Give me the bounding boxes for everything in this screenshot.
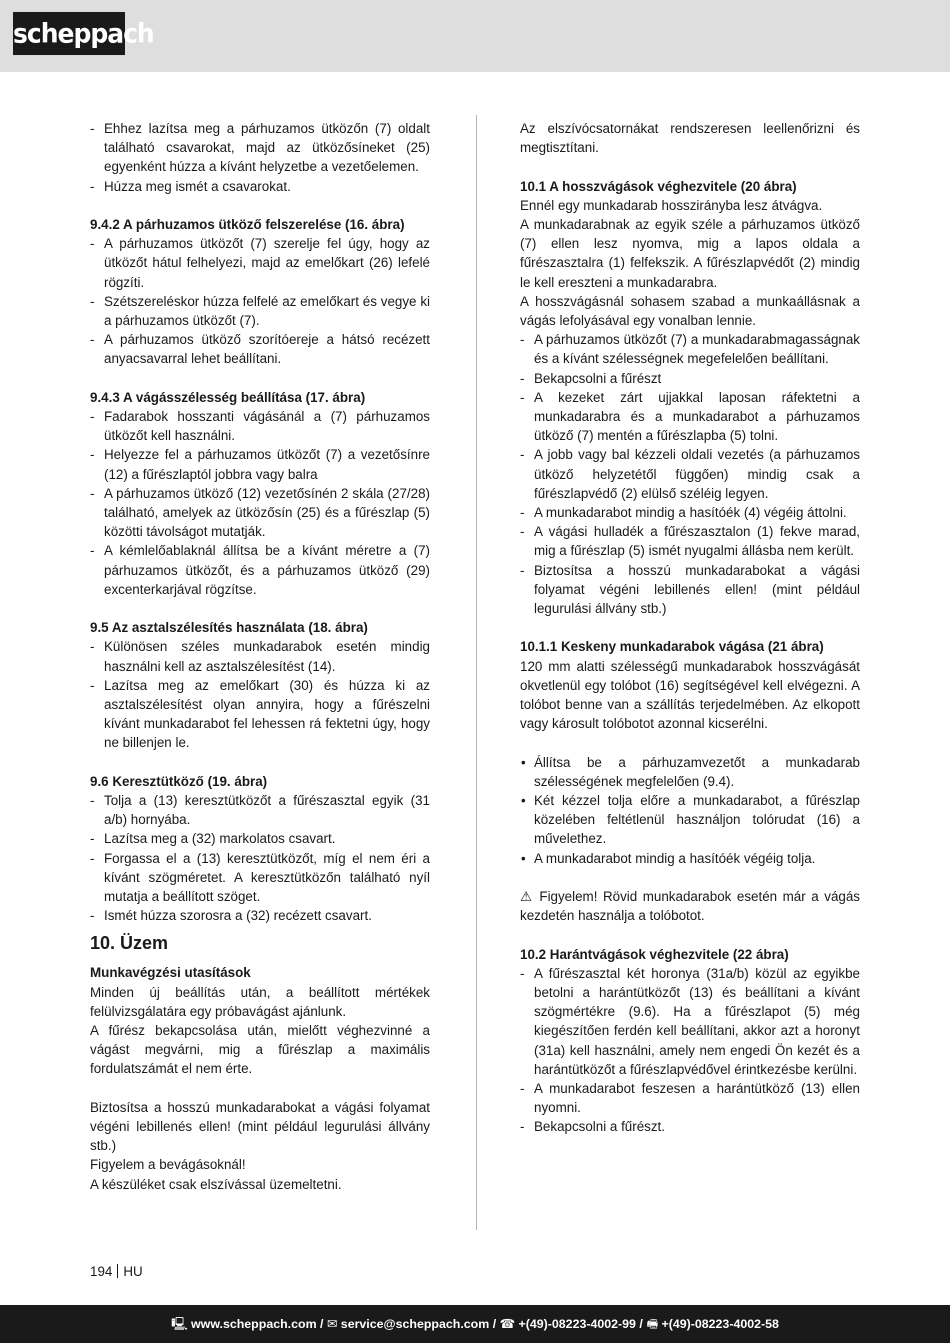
dash-list bbox=[90, 407, 430, 599]
list-item: - Ismét húzza szorosra a (32) recézett csavart. bbox=[90, 906, 430, 925]
list-item: • A munkadarabot mindig a hasítóék végéig tolja. bbox=[520, 849, 860, 868]
dash-list bbox=[90, 791, 430, 925]
section-heading: Munkavégzési utasítások bbox=[90, 965, 251, 981]
paragraph-spacer bbox=[90, 196, 430, 215]
page-number-separator bbox=[117, 1264, 118, 1278]
scheppach-logo: scheppach bbox=[13, 12, 125, 55]
list-item: - A párhuzamos ütközőt (7) szerelje fel úgy, hogy az ütközőt hátul felhelyezi, majd az emelőkart (26) lefelé rögzíti. bbox=[90, 234, 430, 292]
computer-icon: 🖳 bbox=[171, 1317, 188, 1331]
section-heading: 10.2 Harántvágások véghezvitele (22 ábra) bbox=[520, 946, 789, 962]
dash-list bbox=[90, 119, 430, 196]
list-item: - Helyezze fel a párhuzamos ütközőt (7) a vezetősínre (12) a fűrészlaptól jobbra vagy balra bbox=[90, 445, 430, 483]
fax-icon: 🖷 bbox=[646, 1317, 659, 1331]
paragraph-spacer bbox=[520, 157, 860, 176]
footer-website[interactable]: www.scheppach.com bbox=[191, 1317, 317, 1331]
list-item: - Szétszereléskor húzza felfelé az emelőkart és vegye ki a párhuzamos ütközőt (7). bbox=[90, 292, 430, 330]
bullet-list bbox=[520, 753, 860, 868]
paragraph-spacer bbox=[520, 925, 860, 944]
list-item: - Tolja a (13) keresztütközőt a fűrészasztal egyik (31 a/b) hornyába. bbox=[90, 791, 430, 829]
dash-list bbox=[90, 637, 430, 752]
paragraph: A hosszvágásnál sohasem szabad a munkaállásnak a vágás lefolyásával egy vonalban lennie. bbox=[520, 293, 860, 329]
right-column bbox=[520, 119, 860, 1137]
paragraph: Figyelem a bevágásoknál! bbox=[90, 1157, 246, 1173]
list-item: - A párhuzamos ütköző szorítóereje a hátsó recézett anyacsavarral lehet beállítani. bbox=[90, 330, 430, 368]
paragraph-spacer bbox=[90, 369, 430, 388]
section-heading: 10.1.1 Keskeny munkadarabok vágása (21 ábra) bbox=[520, 639, 824, 655]
dash-list bbox=[90, 234, 430, 368]
paragraph: Ennél egy munkadarab hosszirányba lesz átvágva. bbox=[520, 197, 823, 213]
list-item: - Húzza meg ismét a csavarokat. bbox=[90, 177, 430, 196]
list-item: - Bekapcsolni a fűrészt. bbox=[520, 1117, 860, 1136]
list-item: - Lazítsa meg az emelőkart (30) és húzza ki az asztalszélesítést olyan annyira, hogy a fűrészelni kívánt munkadarabot fel lehessen rá fektetni úgy, hogy ne billenjen le. bbox=[90, 676, 430, 753]
paragraph: 120 mm alatti szélességű munkadarabok hosszvágását okvetlenül egy tolóbot (16) segítségével kell elvégezni. A tolóbot benne van a szállítás terjedelmében. Az elkopott vagy károsult tolóbotot azonnal kicserélni. bbox=[520, 658, 860, 732]
paragraph: A készüléket csak elszívással üzemeltetni. bbox=[90, 1176, 342, 1192]
chapter-heading: 10. Üzem bbox=[90, 933, 169, 954]
paragraph: Biztosítsa a hosszú munkadarabokat a vágási folyamat végéni lebillenés ellen! (mint például legurulási állvány stb.) bbox=[90, 1099, 430, 1154]
section-heading: 9.4.3 A vágásszélesség beállítása (17. ábra) bbox=[90, 389, 366, 405]
paragraph: Minden új beállítás után, a beállított mértékek felülvizsgálatára egy próbavágást ajánlunk. bbox=[90, 984, 430, 1019]
list-item: - Bekapcsolni a fűrészt bbox=[520, 369, 860, 388]
list-item: • Állítsa be a párhuzamvezetőt a munkadarab szélességének megfelelően (9.4). bbox=[520, 753, 860, 791]
page-footer bbox=[0, 1305, 950, 1343]
footer-separator: / bbox=[492, 1317, 497, 1331]
dash-list bbox=[520, 964, 860, 1137]
section-heading: 10.1 A hosszvágások véghezvitele (20 ábra) bbox=[520, 178, 797, 194]
dash-list bbox=[520, 330, 860, 618]
footer-email[interactable]: service@scheppach.com bbox=[340, 1317, 490, 1331]
phone-icon: ☎ bbox=[499, 1317, 516, 1331]
list-item: - Biztosítsa a hosszú munkadarabokat a vágási folyamat végéni lebillenés ellen! (mint például legurulási állvány stb.) bbox=[520, 561, 860, 619]
section-heading: 9.5 Az asztalszélesítés használata (18. ábra) bbox=[90, 620, 368, 636]
footer-phone[interactable]: +(49)-08223-4002-99 bbox=[518, 1317, 636, 1331]
page-number-value: 194 bbox=[90, 1264, 113, 1279]
footer-separator: / bbox=[320, 1317, 324, 1331]
section-heading: 9.4.2 A párhuzamos ütköző felszerelése (16. ábra) bbox=[90, 217, 405, 232]
list-item: - A munkadarabot feszesen a harántütköző (13) ellen nyomni. bbox=[520, 1079, 860, 1117]
list-item: - Különösen széles munkadarabok esetén mindig használni kell az asztalszélesítést (14). bbox=[90, 637, 430, 675]
column-divider bbox=[476, 115, 477, 1230]
paragraph: A fűrész bekapcsolása után, mielőtt véghezvinné a vágást megvárni, mig a fűrészlap a maximális fordulatszámát el nem érte. bbox=[90, 1023, 430, 1077]
paragraph-spacer bbox=[90, 599, 430, 618]
paragraph: Az elszívócsatornákat rendszeresen leellenőrizni és megtisztítani. bbox=[520, 121, 860, 156]
paragraph-spacer bbox=[520, 618, 860, 637]
paragraph-spacer bbox=[520, 733, 860, 752]
paragraph-spacer bbox=[90, 753, 430, 772]
list-item: • Két kézzel tolja előre a munkadarabot, a fűrészlap közelében feltétlenül használjon tolórudat (16) a művelethez. bbox=[520, 791, 860, 849]
footer-fax: +(49)-08223-4002-58 bbox=[661, 1317, 779, 1331]
paragraph-spacer bbox=[90, 1079, 430, 1098]
list-item: - A párhuzamos ütközőt (7) a munkadarabmagasságnak és a kívánt szélességnek megefelelően beállítani. bbox=[520, 330, 860, 368]
list-item: - Ehhez lazítsa meg a párhuzamos ütközőn (7) oldalt található csavarokat, majd az ütközősíneket (25) egyenként húzza a kívánt helyzetbe a vezetőelemen. bbox=[90, 119, 430, 177]
list-item: - Lazítsa meg a (32) markolatos csavart. bbox=[90, 829, 430, 848]
list-item: - A kémlelőablaknál állítsa be a kívánt méretre a (7) párhuzamos ütközőt, és a párhuzamos ütköző (29) excenterkarjával rögzítse. bbox=[90, 541, 430, 599]
paragraph-spacer bbox=[520, 868, 860, 887]
list-item: - A vágási hulladék a fűrészasztalon (1) fekve marad, mig a fűrészlap (5) ismét nyugalmi állásba nem került. bbox=[520, 522, 860, 560]
list-item: - A kezeket zárt ujjakkal laposan ráfektetni a munkadarabra és a munkadarabot a párhuzamos ütköző (7) mentén a fűrészlapba (5) tolni. bbox=[520, 388, 860, 446]
list-item: - Forgassa el a (13) keresztütközőt, míg el nem éri a kívánt szögméretet. A keresztütközőn található nyíl mutatja a beállított szöget. bbox=[90, 849, 430, 907]
list-item: - A párhuzamos ütköző (12) vezetősínén 2 skála (27/28) található, amelyek az ütközősín (25) és a fűrészlap (5) közötti távolságot mutatják. bbox=[90, 484, 430, 542]
left-column bbox=[90, 119, 430, 1194]
list-item: - Fadarabok hosszanti vágásánál a (7) párhuzamos ütközőt kell használni. bbox=[90, 407, 430, 445]
list-item: - A munkadarabot mindig a hasítóék (4) végéig áttolni. bbox=[520, 503, 860, 522]
page-header bbox=[0, 0, 950, 72]
mail-icon: ✉ bbox=[326, 1317, 338, 1331]
list-item: - A jobb vagy bal kézzeli oldali vezetés (a párhuzamos ütköző helyzetétől függően) mindig csak a fűrészlapvédő (2) elülső széléig legyen. bbox=[520, 445, 860, 503]
list-item: - A fűrészasztal két horonya (31a/b) közül az egyikbe betolni a harántütközőt (13) és beállítani a kívánt szögmértékre (9.6). Ha a fűrészlapot (5) még kiegészítően ferdén kell beállítani, akkor azt a horonyt (31a) kell használni, amely nem engedi Ön kezét és a harántütközőt a fűrészlapvédővel érintkezésbe kerülni. bbox=[520, 964, 860, 1079]
paragraph: A munkadarabnak az egyik széle a párhuzamos ütköző (7) ellen lesz nyomva, mig a lapos oldala a fűrészasztalra (1) felfekszik. A fűrészlapvédőt (2) mindig le kell ereszteni a munkadarabra. bbox=[520, 217, 860, 290]
page-language: HU bbox=[123, 1264, 143, 1279]
section-heading: 9.6 Keresztütköző (19. ábra) bbox=[90, 773, 268, 789]
footer-separator: / bbox=[639, 1317, 643, 1331]
page-number bbox=[90, 1264, 143, 1279]
paragraph: ⚠ Figyelem! Rövid munkadarabok esetén már a vágás kezdetén használja a tolóbotot. bbox=[520, 889, 860, 924]
